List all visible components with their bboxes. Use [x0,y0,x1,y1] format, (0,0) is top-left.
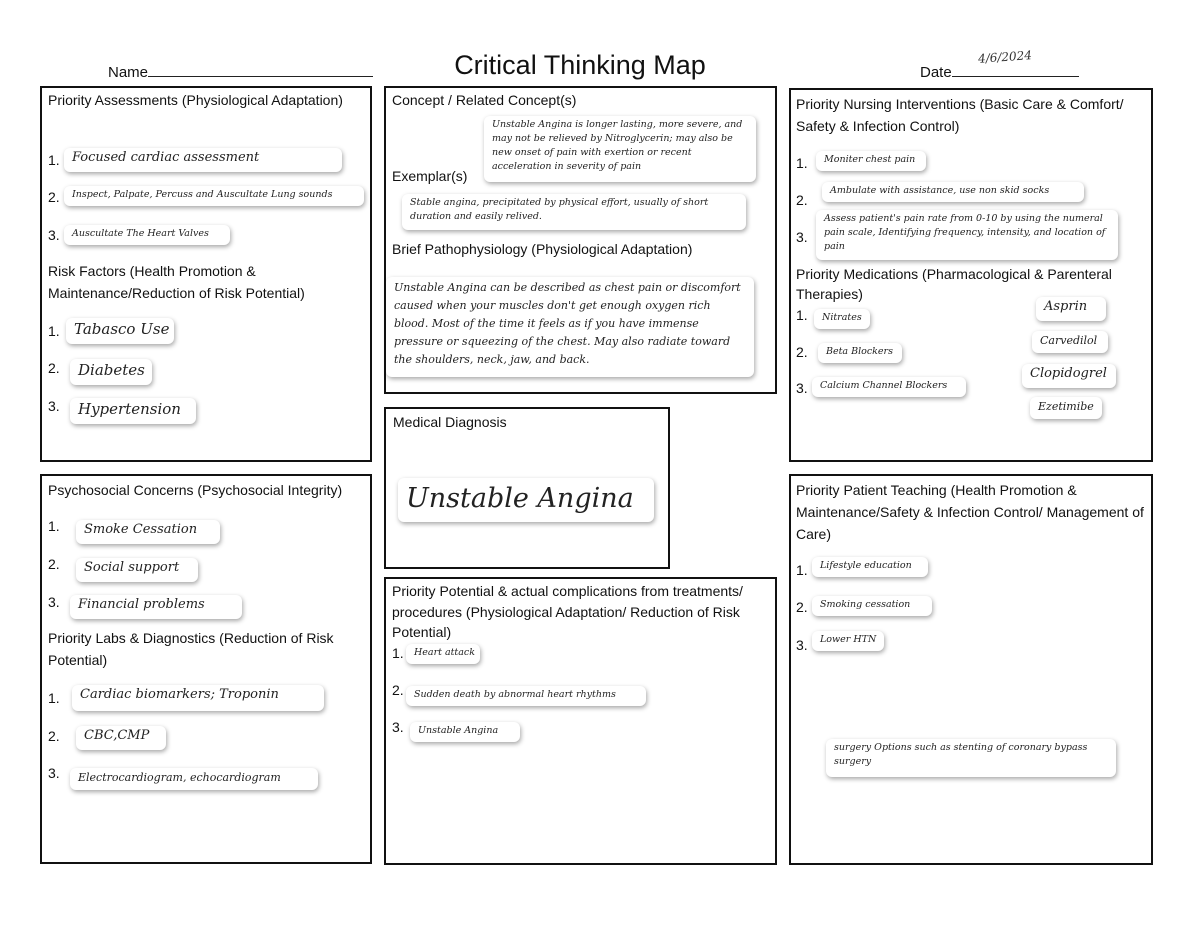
concept-heading: Concept / Related Concept(s) [392,92,577,108]
medication-item-3: Calcium Channel Blockers [812,377,966,397]
risk-number-1: 1. [48,323,60,339]
medication-extra-4: Ezetimibe [1030,397,1102,419]
complication-number-1: 1. [392,645,404,661]
lab-number-3: 3. [48,765,60,781]
complication-item-1: Heart attack [406,644,480,664]
assessment-item-2: Inspect, Palpate, Percuss and Auscultate Lung sounds [64,186,364,206]
complication-number-2: 2. [392,682,404,698]
psychosocial-item-1: Smoke Cessation [76,520,220,544]
risk-item-3: Hypertension [70,398,196,424]
name-field[interactable] [108,62,373,81]
page-title: Critical Thinking Map [454,50,706,80]
risk-factors-heading: Risk Factors (Health Promotion & Maintenance/Reduction of Risk Potential) [48,263,305,301]
medication-extra-3: Clopidogrel [1022,364,1116,388]
intervention-number-2: 2. [796,192,808,208]
name-line [148,62,373,77]
complications-heading: Priority Potential & actual complications from treatments/ procedures (Physiological Adaptation/ Reduction of Risk Potential) [392,583,743,640]
assessment-item-3: Auscultate The Heart Valves [64,225,230,245]
psychosocial-item-3: Financial problems [70,595,242,619]
psychosocial-number-3: 3. [48,594,60,610]
complication-item-2: Sudden death by abnormal heart rhythms [406,686,646,706]
risk-number-2: 2. [48,360,60,376]
labs-heading: Priority Labs & Diagnostics (Reduction of Risk Potential) [48,630,334,668]
date-field[interactable] [920,62,1079,81]
teaching-item-1: Lifestyle education [812,557,928,577]
assessment-item-1: Focused cardiac assessment [64,148,342,172]
medication-item-1: Nitrates [814,309,870,329]
medication-extra-1: Asprin [1036,297,1106,321]
complication-item-3: Unstable Angina [410,722,520,742]
psychosocial-heading: Psychosocial Concerns (Psychosocial Integrity) [48,482,343,498]
assessment-number-3: 3. [48,227,60,243]
diagnosis-value: Unstable Angina [398,478,654,522]
exemplar-note: Stable angina, precipitated by physical effort, usually of short duration and easily relived. [402,194,746,230]
intervention-item-3: Assess patient's pain rate from 0-10 by using the numeral pain scale, Identifying frequency, intensity, and location of pain [816,210,1118,260]
assessments-heading: Priority Assessments (Physiological Adaptation) [48,92,343,108]
intervention-number-3: 3. [796,229,808,245]
intervention-item-1: Moniter chest pain [816,151,926,171]
assessment-number-1: 1. [48,152,60,168]
lab-number-2: 2. [48,728,60,744]
pathophysiology-heading: Brief Pathophysiology (Physiological Adaptation) [392,241,693,257]
lab-item-1: Cardiac biomarkers; Troponin [72,685,324,711]
pathophysiology-note: Unstable Angina can be described as chest pain or discomfort caused when your muscles don't get enough oxygen rich blood. Most of the time it feels as if you have immense pressure or squeezing of the chest. May also radiate toward the shoulders, neck, jaw, and back. [386,277,754,377]
complication-number-3: 3. [392,719,404,735]
interventions-heading: Priority Nursing Interventions (Basic Care & Comfort/ Safety & Infection Control) [796,96,1124,134]
medication-number-1: 1. [796,307,808,323]
date-line [952,62,1079,77]
medication-extra-2: Carvedilol [1032,331,1108,353]
medications-heading: Priority Medications (Pharmacological & Parenteral Therapies) [796,266,1112,302]
intervention-number-1: 1. [796,155,808,171]
diagnosis-heading: Medical Diagnosis [393,414,507,430]
teaching-heading: Priority Patient Teaching (Health Promotion & Maintenance/Safety & Infection Control/ Management of Care) [796,482,1144,542]
name-label: Name [108,64,149,81]
date-value: 4/6/2024 [977,48,1033,66]
psychosocial-number-2: 2. [48,556,60,572]
teaching-number-3: 3. [796,637,808,653]
assessment-number-2: 2. [48,189,60,205]
lab-number-1: 1. [48,690,60,706]
psychosocial-number-1: 1. [48,518,60,534]
teaching-item-3: Lower HTN [812,631,884,651]
lab-item-2: CBC,CMP [76,726,166,750]
intervention-item-2: Ambulate with assistance, use non skid socks [822,182,1084,202]
teaching-item-2: Smoking cessation [812,596,932,616]
medication-number-3: 3. [796,380,808,396]
medication-item-2: Beta Blockers [818,343,902,363]
teaching-number-1: 1. [796,562,808,578]
date-label: Date [920,64,952,81]
teaching-extra-note: surgery Options such as stenting of coronary bypass surgery [826,739,1116,777]
teaching-number-2: 2. [796,599,808,615]
risk-number-3: 3. [48,398,60,414]
psychosocial-item-2: Social support [76,558,198,582]
risk-item-1: Tabasco Use [66,318,174,344]
risk-item-2: Diabetes [70,359,152,385]
lab-item-3: Electrocardiogram, echocardiogram [70,768,318,790]
medication-number-2: 2. [796,344,808,360]
concept-note: Unstable Angina is longer lasting, more severe, and may not be relieved by Nitroglycerin; may also be new onset of pain with exertion or recent acceleration in severity of pain [484,116,756,182]
exemplar-label: Exemplar(s) [392,168,468,184]
